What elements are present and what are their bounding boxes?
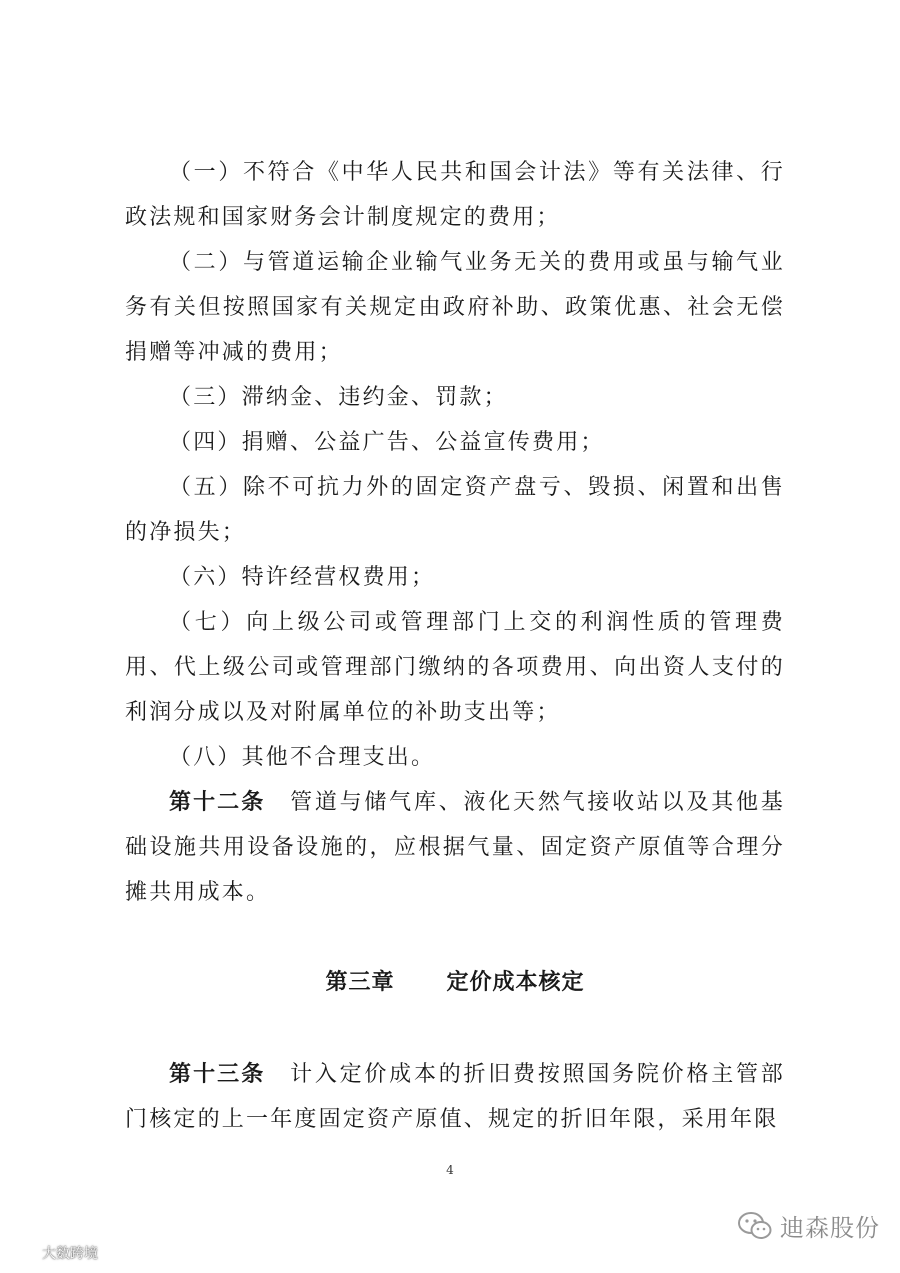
list-item-8: （八）其他不合理支出。 xyxy=(169,745,436,770)
wechat-icon xyxy=(738,1211,772,1241)
chapter-number: 第三章 xyxy=(325,970,395,995)
article-12-text: 管道与储气库、液化天然气接收站以及其他基础设施共用设备设施的，应根据气量、固定资产原值等合理分摊共用成本。 xyxy=(125,790,785,905)
body-text xyxy=(125,150,785,1142)
list-item-5: （五）除不可抗力外的固定资产盘亏、毁损、闲置和出售的净损失； xyxy=(125,475,785,545)
page-number: 4 xyxy=(446,1163,454,1177)
chapter-heading xyxy=(125,960,785,1005)
article-13-label: 第十三条 xyxy=(169,1062,266,1087)
brand-logo-icon xyxy=(6,1244,38,1262)
article-12-label: 第十二条 xyxy=(169,790,266,815)
watermark-right xyxy=(738,1208,880,1243)
article-13-text: 计入定价成本的折旧费按照国务院价格主管部门核定的上一年度固定资产原值、规定的折旧年限，采用年限 xyxy=(125,1062,785,1132)
list-item-7: （七）向上级公司或管理部门上交的利润性质的管理费用、代上级公司或管理部门缴纳的各项费用、向出资人支付的利润分成以及对附属单位的补助支出等； xyxy=(125,610,785,725)
list-item-4: （四）捐赠、公益广告、公益宣传费用； xyxy=(169,430,605,455)
article-12 xyxy=(125,780,785,915)
list-item-3: （三）滞纳金、违约金、罚款； xyxy=(169,385,508,410)
watermark-left-text: 大数跨境 xyxy=(42,1246,98,1262)
list-item-1: （一）不符合《中华人民共和国会计法》等有关法律、行政法规和国家财务会计制度规定的费用； xyxy=(125,160,785,230)
watermark-left xyxy=(6,1243,98,1263)
article-13 xyxy=(125,1052,785,1142)
watermark-right-text: 迪森股份 xyxy=(780,1214,880,1242)
chapter-title: 定价成本核定 xyxy=(446,970,585,995)
list-item-6: （六）特许经营权费用； xyxy=(169,565,436,590)
list-item-2: （二）与管道运输企业输气业务无关的费用或虽与输气业务有关但按照国家有关规定由政府补助、政策优惠、社会无偿捐赠等冲减的费用； xyxy=(125,250,785,365)
